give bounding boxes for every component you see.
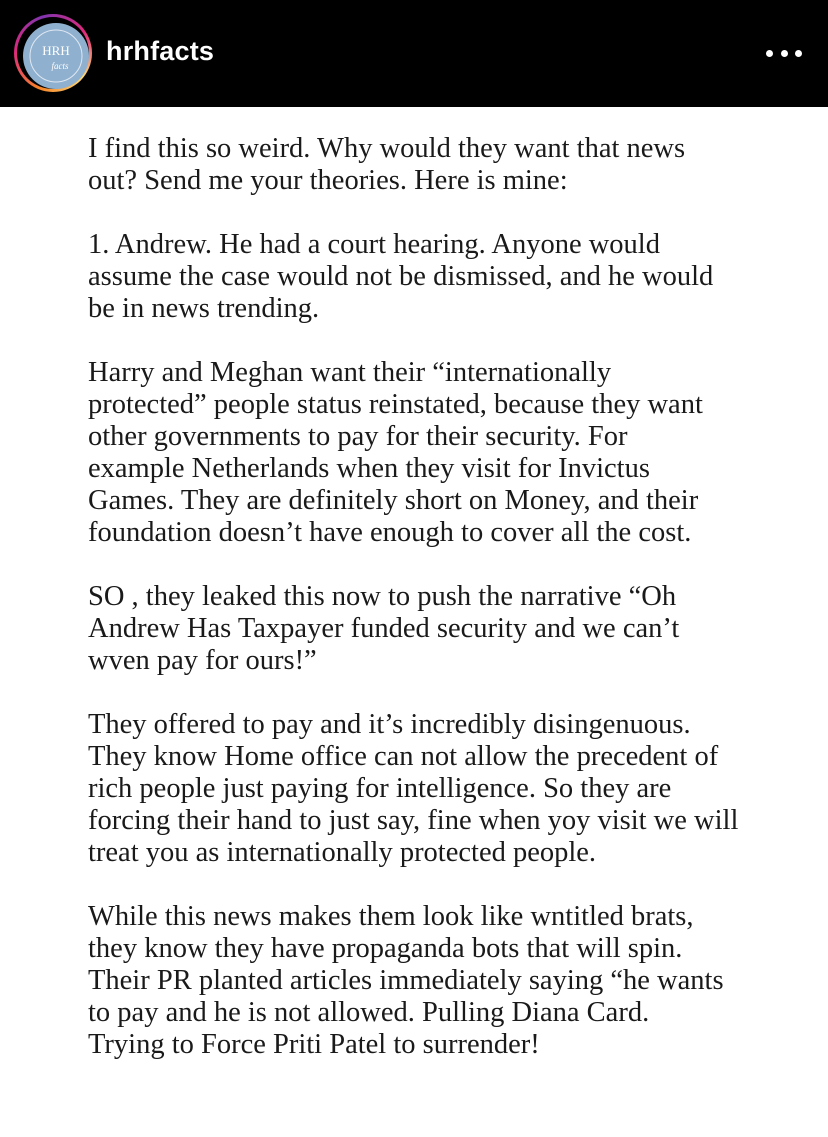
text-line: example Netherlands when they visit for Invictus bbox=[88, 453, 650, 484]
post-paragraph bbox=[88, 581, 778, 677]
avatar-subtext: facts bbox=[51, 61, 69, 71]
avatar-logo bbox=[23, 23, 89, 89]
post-paragraph bbox=[88, 901, 778, 1061]
text-line: Trying to Force Priti Patel to surrender! bbox=[88, 1029, 540, 1060]
post-paragraph bbox=[88, 709, 778, 869]
text-line: treat you as internationally protected people. bbox=[88, 837, 597, 868]
post-paragraph bbox=[88, 133, 778, 197]
text-line: foundation doesn’t have enough to cover all the cost. bbox=[88, 517, 692, 548]
text-line: protected” people status reinstated, because they want bbox=[88, 389, 703, 420]
text-line: assume the case would not be dismissed, and he would bbox=[88, 261, 714, 292]
text-line: They offered to pay and it’s incredibly disingenuous. bbox=[88, 709, 691, 740]
username[interactable]: hrhfacts bbox=[106, 36, 215, 66]
post-paragraph bbox=[88, 357, 778, 549]
text-line: They know Home office can not allow the precedent of bbox=[88, 741, 719, 772]
text-line: they know they have propaganda bots that will spin. bbox=[88, 933, 683, 964]
text-line: SO , they leaked this now to push the narrative “Oh bbox=[88, 581, 677, 612]
post-header bbox=[0, 0, 828, 107]
story-ring[interactable] bbox=[14, 14, 92, 92]
text-line: Andrew Has Taxpayer funded security and we can’t bbox=[88, 613, 680, 644]
text-line: Their PR planted articles immediately saying “he wants bbox=[88, 965, 724, 996]
more-horizontal-icon[interactable] bbox=[766, 50, 802, 58]
post-paragraph bbox=[88, 229, 778, 325]
text-line: be in news trending. bbox=[88, 293, 320, 324]
text-line: Games. They are definitely short on Money, and their bbox=[88, 485, 699, 516]
text-line: other governments to pay for their security. For bbox=[88, 421, 628, 452]
text-line: forcing their hand to just say, fine when yoy visit we will bbox=[88, 805, 739, 836]
text-line: I find this so weird. Why would they want that news bbox=[88, 133, 686, 164]
text-line: to pay and he is not allowed. Pulling Diana Card. bbox=[88, 997, 650, 1028]
post-text bbox=[88, 133, 778, 1093]
text-line: 1. Andrew. He had a court hearing. Anyone would bbox=[88, 229, 660, 260]
avatar-text: HRH bbox=[42, 43, 70, 58]
text-line: wven pay for ours!” bbox=[88, 645, 317, 676]
avatar[interactable] bbox=[23, 23, 89, 89]
text-line: Harry and Meghan want their “internationally bbox=[88, 357, 612, 388]
text-line: While this news makes them look like wntitled brats, bbox=[88, 901, 694, 932]
text-line: out? Send me your theories. Here is mine: bbox=[88, 165, 568, 196]
text-line: rich people just paying for intelligence. So they are bbox=[88, 773, 672, 804]
